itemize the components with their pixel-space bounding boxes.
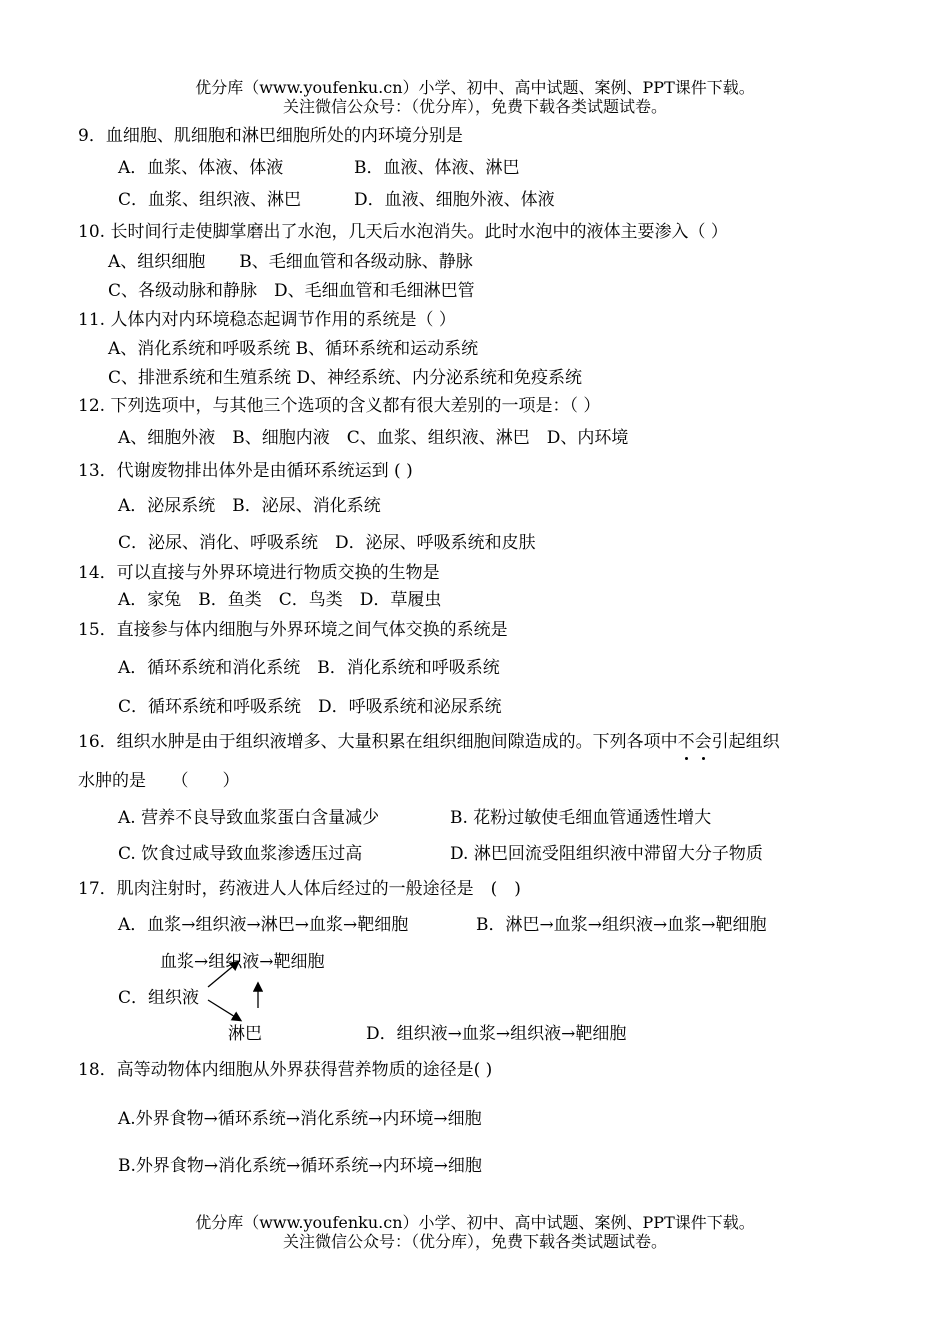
q9-option-b: B．血液、体液、淋巴	[354, 158, 520, 178]
q13-options-cd: C．泌尿、消化、呼吸系统 D．泌尿、呼吸系统和皮肤	[118, 533, 536, 553]
q10-stem: 10. 长时间行走使脚掌磨出了水泡，几天后水泡消失。此时水泡中的液体主要渗入（ ）	[78, 222, 728, 242]
footer-line-1: 优分库（www.youfenku.cn）小学、初中、高中试题、案例、PPT课件下载。	[195, 1213, 755, 1232]
q13-stem: 13．代谢废物排出体外是由循环系统运到 ( )	[78, 461, 413, 481]
q16-option-b: B. 花粉过敏使毛细血管通透性增大	[450, 808, 712, 828]
q17-option-c-label: C．组织液	[118, 988, 200, 1008]
arrow-to-plasma	[208, 962, 238, 987]
q16-stem-text: 16．组织水肿是由于组织液增多、大量积累在组织细胞间隙造成的。下列各项中	[78, 732, 678, 752]
q17-option-b: B．淋巴→血浆→组织液→血浆→靶细胞	[476, 915, 767, 935]
q16-stem-line-2: 水肿的是 （ ）	[78, 771, 240, 791]
q11-options-ab: A、消化系统和呼吸系统 B、循环系统和运动系统	[108, 339, 479, 359]
q10-options-cd: C、各级动脉和静脉 D、毛细血管和毛细淋巴管	[108, 281, 475, 301]
q13-options-ab: A．泌尿系统 B．泌尿、消化系统	[118, 496, 381, 516]
q9-option-a: A．血浆、体液、体液	[118, 158, 284, 178]
q16-emphasis-hui: 会	[695, 731, 712, 753]
q17-option-c-bottom: 淋巴	[228, 1024, 262, 1044]
q14-stem: 14．可以直接与外界环境进行物质交换的生物是	[78, 563, 440, 583]
q18-option-b: B.外界食物→消化系统→循环系统→内环境→细胞	[118, 1156, 482, 1176]
q17-stem: 17．肌肉注射时，药液进人人体后经过的一般途径是 ( )	[78, 879, 521, 899]
q16-emphasis-bu: 不	[678, 731, 695, 753]
q11-options-cd: C、排泄系统和生殖系统 D、神经系统、内分泌系统和免疫系统	[108, 368, 583, 388]
q18-stem: 18．高等动物体内细胞从外界获得营养物质的途径是( )	[78, 1060, 493, 1080]
q16-option-d: D. 淋巴回流受阻组织液中滞留大分子物质	[450, 844, 763, 864]
q16-option-c: C. 饮食过咸导致血浆渗透压过高	[118, 844, 363, 864]
footer-line-2: 关注微信公众号：（优分库），免费下载各类试题试卷。	[282, 1232, 667, 1251]
q17-option-c-top: 血浆→组织液→靶细胞	[160, 952, 325, 972]
q9-option-d: D．血液、细胞外液、体液	[354, 190, 555, 210]
q12-options: A、细胞外液 B、细胞内液 C、血浆、组织液、淋巴 D、内环境	[118, 428, 629, 448]
q17-option-d: D．组织液→血浆→组织液→靶细胞	[366, 1024, 627, 1044]
q16-stem-tail: 引起组织	[711, 732, 780, 752]
q17-option-a: A．血浆→组织液→淋巴→血浆→靶细胞	[118, 915, 409, 935]
q9-stem: 9．血细胞、肌细胞和淋巴细胞所处的内环境分别是	[78, 126, 463, 146]
header-line-2: 关注微信公众号：（优分库），免费下载各类试题试卷。	[282, 97, 667, 116]
q9-option-c: C．血浆、组织液、淋巴	[118, 190, 302, 210]
q18-option-a: A.外界食物→循环系统→消化系统→内环境→细胞	[118, 1109, 482, 1129]
header-line-1: 优分库（www.youfenku.cn）小学、初中、高中试题、案例、PPT课件下载。	[195, 78, 755, 97]
q15-options-ab: A．循环系统和消化系统 B．消化系统和呼吸系统	[118, 658, 500, 678]
q12-stem: 12. 下列选项中，与其他三个选项的含义都有很大差别的一项是：（ ）	[78, 396, 601, 416]
q16-option-a: A. 营养不良导致血浆蛋白含量减少	[118, 808, 380, 828]
arrow-to-lymph	[208, 1000, 240, 1020]
q14-options: A．家兔 B．鱼类 C．鸟类 D．草履虫	[118, 590, 442, 610]
q10-options-ab: A、组织细胞 B、毛细血管和各级动脉、静脉	[108, 252, 473, 272]
q15-stem: 15．直接参与体内细胞与外界环境之间气体交换的系统是	[78, 620, 508, 640]
q15-options-cd: C．循环系统和呼吸系统 D．呼吸系统和泌尿系统	[118, 697, 502, 717]
q11-stem: 11. 人体内对内环境稳态起调节作用的系统是（ ）	[78, 310, 456, 330]
